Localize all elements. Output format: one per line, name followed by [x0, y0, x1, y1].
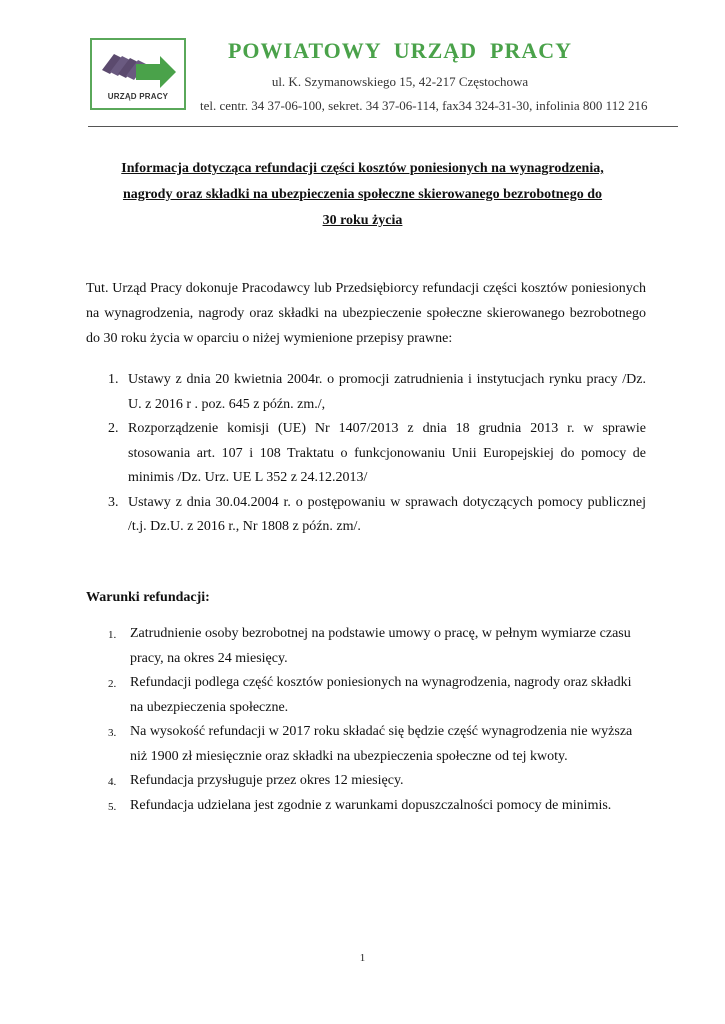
title-line: 30 roku życia [322, 213, 403, 228]
header-divider [88, 126, 678, 127]
list-item [86, 671, 646, 720]
list-item-text: Refundacja udzielana jest zgodnie z warunkami dopuszczalności pomocy de minimis. [130, 797, 612, 813]
list-number: 3. [108, 727, 117, 739]
list-number: 1. [108, 629, 117, 641]
legal-bases-list [86, 368, 646, 540]
list-item-text: Refundacja przysługuje przez okres 12 miesięcy. [130, 773, 404, 788]
list-item [86, 491, 646, 540]
list-number: 2. [108, 421, 119, 436]
org-address: ul. K. Szymanowskiego 15, 42-217 Częstochowa [271, 74, 529, 89]
title-line: nagrody oraz składki na ubezpieczenia społeczne skierowanego bezrobotnego do [122, 187, 603, 202]
list-item-text: Zatrudnienie osoby bezrobotnej na podstawie umowy o pracę, w pełnym wymiarze czasu pracy, na okres 24 miesięcy. [130, 626, 631, 666]
list-item-text: Refundacji podlega część kosztów poniesionych na wynagrodzenia, nagrody oraz składki na ubezpieczenia społeczne. [130, 675, 632, 715]
list-item [86, 769, 646, 794]
list-item-text: Rozporządzenie komisji (UE) Nr 1407/2013 z dnia 18 grudnia 2013 r. w sprawie stosowania art. 107 i 108 Traktatu o funkcjonowaniu Unii Europejskiej do pomocy de minimis /Dz. Urz. UE L 352 z 24.12.2013/ [128, 421, 646, 485]
list-item-text: Ustawy z dnia 30.04.2004 r. o postępowaniu w sprawach dotyczących pomocy publicznej /t.j. Dz.U. z 2016 r., Nr 1808 z późn. zm/. [128, 494, 646, 534]
org-contact: tel. centr. 34 37-06-100, sekret. 34 37-06-114, fax34 324-31-30, infolinia 800 112 216 [200, 98, 648, 113]
list-item [86, 794, 646, 819]
page-number: 1 [359, 952, 366, 964]
conditions-heading: Warunki refundacji: [86, 590, 210, 605]
list-item [86, 417, 646, 491]
conditions-list [86, 622, 646, 818]
list-number: 4. [108, 776, 117, 788]
list-number: 5. [108, 800, 117, 813]
list-item [86, 368, 646, 417]
list-number: 2. [108, 678, 117, 690]
logo [90, 38, 186, 110]
title-line: Informacja dotycząca refundacji części kosztów poniesionych na wynagrodzenia, [121, 161, 604, 176]
list-item-text: Ustawy z dnia 20 kwietnia 2004r. o promocji zatrudnienia i instytucjach rynku pracy /Dz. U. z 2016 r . poz. 645 z późn. zm./, [128, 372, 646, 412]
list-item [86, 720, 646, 769]
org-name: POWIATOWY URZĄD PRACY [227, 38, 573, 63]
document-title [100, 156, 625, 234]
list-number: 3. [108, 494, 119, 510]
logo-text: URZĄD PRACY [107, 92, 169, 101]
intro-paragraph: Tut. Urząd Pracy dokonuje Pracodawcy lub Przedsiębiorcy refundacji części kosztów poniesionych na wynagrodzenia, nagrody oraz składki na ubezpieczenie społeczne skierowanego bezrobotnego do 30 roku życia w oparciu o niżej wymienione przepisy prawne: [86, 281, 646, 346]
list-item [86, 622, 646, 671]
list-number: 1. [108, 372, 119, 387]
list-item-text: Na wysokość refundacji w 2017 roku składać się będzie część wynagrodzenia nie wyższa niż 1900 zł miesięcznie oraz składki na ubezpieczenia społeczne od tej kwoty. [130, 724, 633, 764]
